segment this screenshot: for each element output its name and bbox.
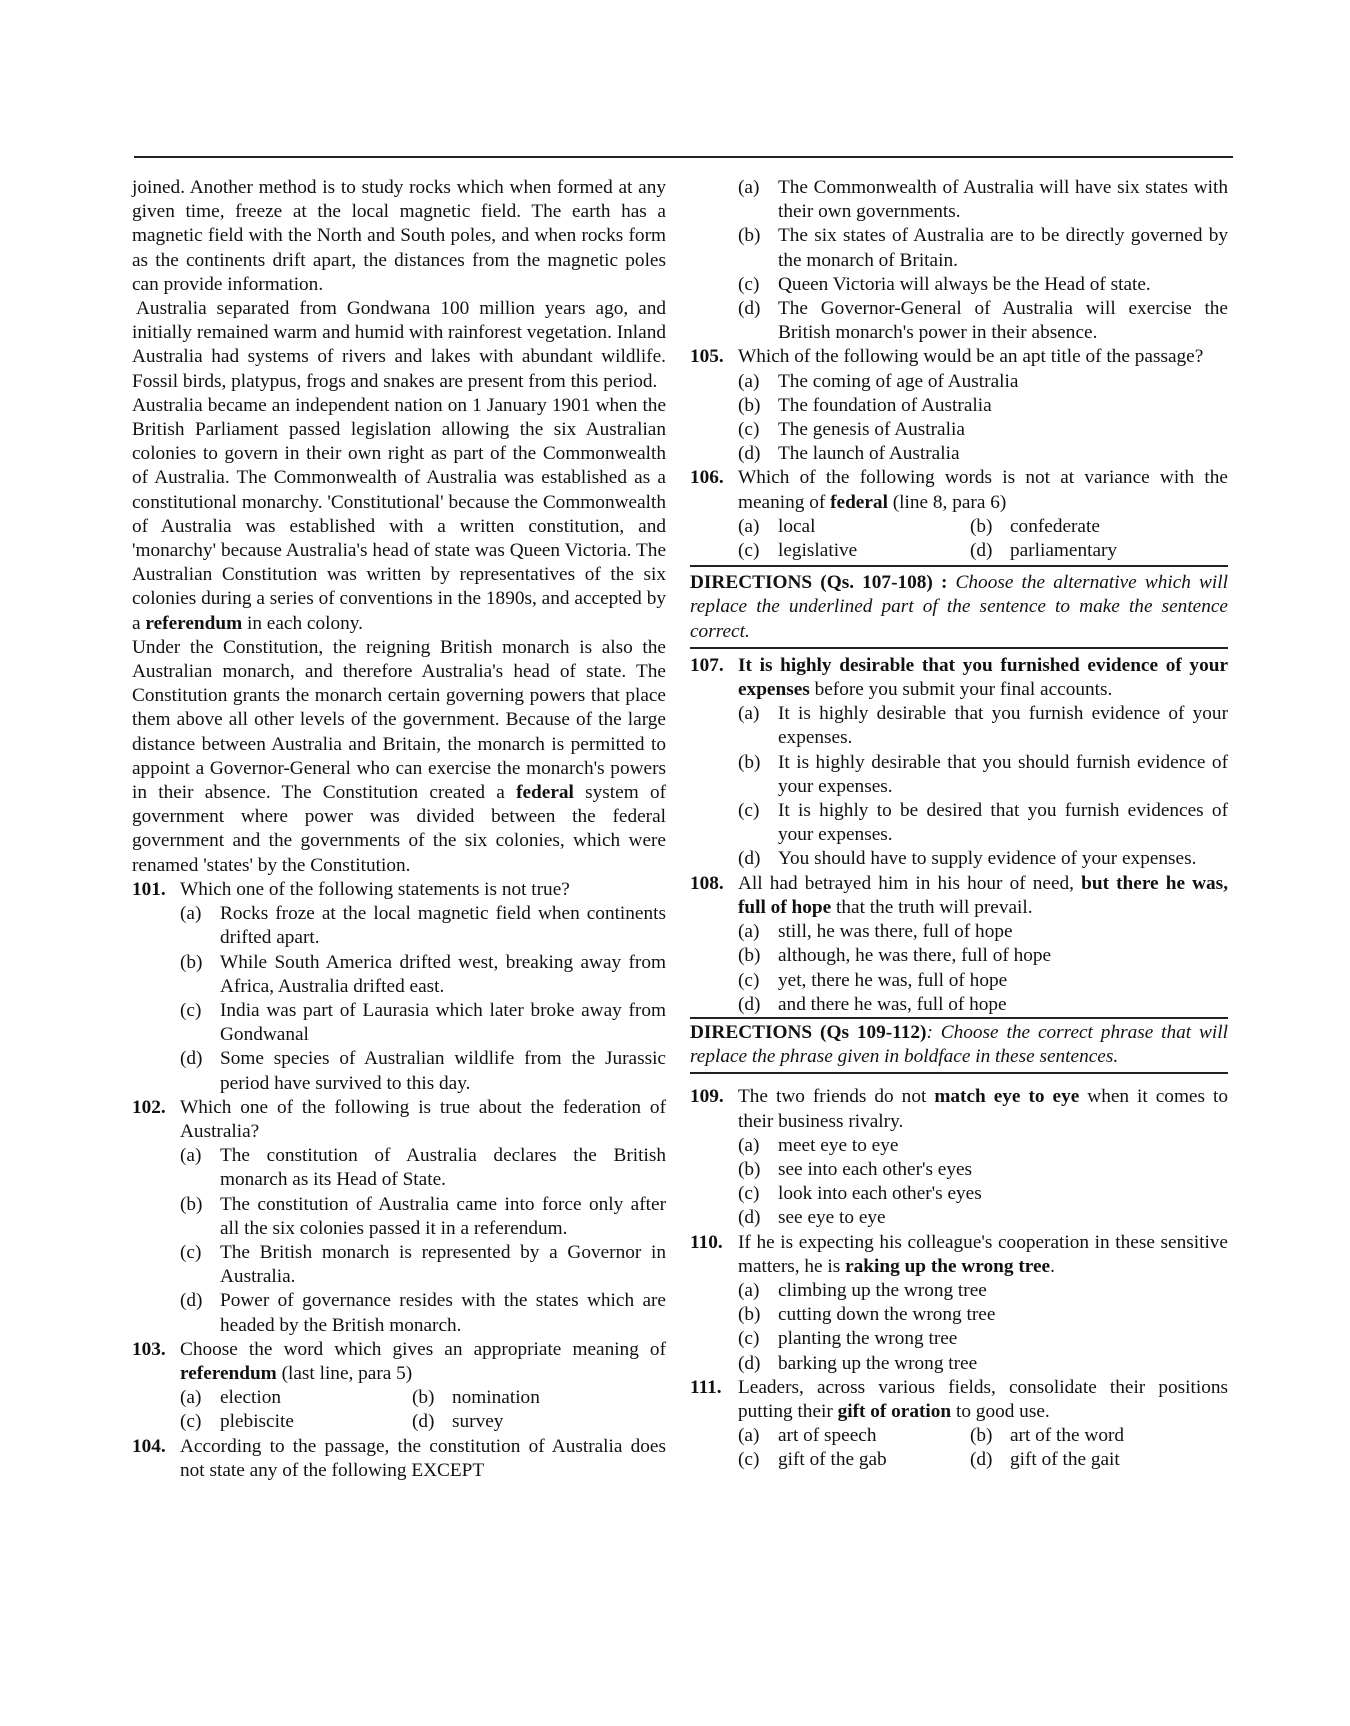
passage-paragraph-2: Australia separated from Gondwana 100 million years ago, and initially remained warm and humid with rainforest vegetation. Inland Australia had systems of rivers and lakes with abundant wildlife. Fossil birds, platypus, frogs and snakes are present from this period. [132, 298, 666, 392]
option-text: yet, there he was, full of hope [778, 969, 1008, 991]
option-d [132, 1047, 666, 1095]
option-text: The constitution of Australia declares the British monarch as its Head of State. [220, 1145, 666, 1191]
passage-bold-term: referendum [145, 612, 243, 634]
option-label: (a) [738, 1279, 760, 1301]
option-text: Some species of Australian wildlife from the Jurassic period have survived to this day. [220, 1048, 666, 1094]
question-number: 103. [132, 1338, 166, 1360]
option-text: Power of governance resides with the states which are headed by the British monarch. [220, 1290, 666, 1336]
question-text-part: If he is expecting his colleague's cooperation in these sensitive matters, he is [738, 1231, 1228, 1277]
question-text-part: The two friends do not [738, 1086, 927, 1108]
option-a [690, 1279, 1228, 1303]
option-text: The genesis of Australia [778, 419, 965, 441]
option-label: (a) [738, 703, 760, 725]
option-text: cutting down the wrong tree [778, 1304, 996, 1326]
question-number: 101. [132, 878, 166, 900]
option-label: (c) [180, 999, 202, 1021]
passage-paragraph-3 [132, 394, 666, 636]
option-label: (b) [738, 394, 761, 416]
option-label: (d) [970, 1449, 993, 1471]
option-a [180, 1386, 412, 1410]
question-text-part: when it comes to their business rivalry. [738, 1086, 1228, 1132]
option-c [690, 1327, 1228, 1351]
question-number: 104. [132, 1435, 166, 1457]
option-text: It is highly desirable that you furnish evidence of your expenses. [778, 703, 1228, 749]
option-d [690, 847, 1228, 871]
question-text-part: that the truth will prevail. [836, 896, 1033, 918]
question-bold-term: federal [830, 491, 888, 513]
question-text-part: Leaders, across various fields, consolidate their positions putting their [738, 1376, 1228, 1422]
option-b [690, 944, 1228, 968]
option-label: (b) [738, 1304, 761, 1326]
option-b [690, 1303, 1228, 1327]
header-rule [134, 156, 1233, 158]
question-text [738, 466, 1228, 514]
option-label: (d) [180, 1290, 203, 1312]
option-label: (b) [738, 1158, 761, 1180]
option-c [690, 273, 1228, 297]
question-text: Which one of the following is true about the federation of Australia? [180, 1096, 666, 1142]
option-a [132, 1144, 666, 1192]
option-d [690, 993, 1228, 1017]
option-text: India was part of Laurasia which later broke away from Gondwanal [220, 999, 666, 1046]
question-bold-term: match eye to eye [934, 1086, 1080, 1108]
option-d [690, 1206, 1228, 1230]
directions-107-108 [690, 571, 1228, 649]
option-label: (c) [738, 800, 760, 822]
option-b [690, 1158, 1228, 1182]
question-text [180, 1338, 666, 1386]
question-text-part: to good use. [955, 1400, 1050, 1422]
option-d [970, 1448, 1202, 1472]
question-text-part: . [1050, 1255, 1055, 1277]
option-label: (a) [180, 1145, 202, 1167]
option-b [412, 1386, 644, 1410]
question-103 [132, 1338, 666, 1386]
option-text: plebiscite [220, 1411, 294, 1433]
option-label: (b) [738, 945, 761, 967]
question-text [738, 1085, 1228, 1133]
option-label: (b) [412, 1387, 435, 1409]
question-number: 110. [690, 1231, 723, 1253]
option-text: Rocks froze at the local magnetic field when continents drifted apart. [220, 903, 666, 949]
option-text: gift of the gait [1010, 1449, 1120, 1471]
option-text: It is highly desirable that you should furnish evidence of your expenses. [778, 751, 1228, 797]
option-label: (c) [180, 1241, 202, 1263]
option-a [132, 902, 666, 950]
option-label: (d) [180, 1048, 203, 1070]
option-text: look into each other's eyes [778, 1183, 982, 1205]
option-text: meet eye to eye [778, 1134, 899, 1156]
option-text: see into each other's eyes [778, 1158, 973, 1180]
question-text-part: Which of the following words is not at variance with the meaning of [738, 467, 1228, 513]
option-label: (a) [738, 1425, 760, 1447]
option-text: nomination [452, 1387, 540, 1409]
option-c [690, 1182, 1228, 1206]
option-text: While South America drifted west, breaking away from Africa, Australia drifted east. [220, 951, 666, 997]
option-d [690, 442, 1228, 466]
option-text: It is highly to be desired that you furnish evidences of your expenses. [778, 800, 1228, 846]
question-108 [690, 872, 1228, 920]
option-label: (d) [738, 1352, 761, 1374]
question-text: According to the passage, the constitution of Australia does not state any of the following EXCEPT [180, 1435, 666, 1481]
passage-text: in each colony. [246, 612, 363, 634]
option-row [132, 1410, 666, 1434]
option-label: (d) [738, 298, 761, 320]
passage-text: Australia became an independent nation on 1 January 1901 when the British Parliament passed legislation allowing the six Australian colonies to govern in their own right as part of the Commonwealth of Australia. The Commonwealth of Australia was established as a constitutional monarchy. 'Constitutional' because the Commonwealth of Australia was established with a written constitution, and 'monarchy' because Australia's head of state was Queen Victoria. The Australian Constitution was written by representatives of the six colonies during a series of conventions in the 1890s, and accepted by a [132, 394, 666, 634]
option-label: (b) [180, 951, 203, 973]
option-a [690, 920, 1228, 944]
option-label: (a) [180, 1387, 202, 1409]
question-106 [690, 466, 1228, 514]
option-b [970, 515, 1202, 539]
option-c [132, 1241, 666, 1289]
directions-text: : Choose the correct phrase that will replace the phrase given in boldface in these sentences. [690, 1021, 1228, 1068]
option-text: art of speech [778, 1425, 877, 1447]
option-c [690, 799, 1228, 847]
option-text: parliamentary [1010, 540, 1118, 562]
question-text-part: Choose the word which gives an appropriate meaning of [180, 1338, 666, 1360]
option-text: The launch of Australia [778, 443, 960, 465]
option-label: (a) [738, 1134, 760, 1156]
option-text: gift of the gab [778, 1449, 887, 1471]
option-d [690, 297, 1228, 345]
option-label: (d) [970, 540, 993, 562]
option-b [132, 951, 666, 999]
option-text: barking up the wrong tree [778, 1352, 978, 1374]
option-a [738, 515, 970, 539]
option-label: (d) [412, 1411, 435, 1433]
option-c [132, 999, 666, 1047]
option-label: (a) [738, 921, 760, 943]
option-text: The constitution of Australia came into force only after all the six colonies passed it in a referendum. [220, 1193, 666, 1239]
option-label: (b) [738, 751, 761, 773]
option-label: (d) [738, 443, 761, 465]
option-c [180, 1410, 412, 1434]
question-number: 105. [690, 346, 724, 368]
question-111 [690, 1376, 1228, 1424]
question-bold-term: raking up the wrong tree [845, 1255, 1051, 1277]
question-105 [690, 345, 1228, 369]
passage-paragraph-4 [132, 636, 666, 878]
question-number: 108. [690, 872, 724, 894]
question-number: 111. [690, 1376, 722, 1398]
question-bold-term: gift of oration [837, 1400, 952, 1422]
left-column [132, 176, 666, 1483]
option-b [690, 751, 1228, 799]
question-101 [132, 878, 666, 902]
option-label: (a) [180, 903, 202, 925]
question-number: 107. [690, 654, 724, 676]
option-label: (c) [738, 1328, 760, 1350]
option-label: (b) [970, 1425, 993, 1447]
option-row [690, 539, 1228, 567]
option-b [970, 1424, 1202, 1448]
option-d [970, 539, 1202, 563]
question-text: Which of the following would be an apt title of the passage? [738, 346, 1204, 368]
option-text: legislative [778, 540, 858, 562]
option-c [690, 969, 1228, 993]
option-row [132, 1386, 666, 1410]
option-text: art of the word [1010, 1425, 1125, 1447]
option-text: The foundation of Australia [778, 394, 992, 416]
option-b [690, 224, 1228, 272]
option-text: election [220, 1387, 282, 1409]
question-number: 106. [690, 467, 724, 489]
option-label: (b) [180, 1193, 203, 1215]
question-text-part: before you submit your final accounts. [814, 679, 1113, 701]
option-label: (c) [738, 1183, 760, 1205]
passage-bold-term: federal [516, 782, 574, 804]
directions-heading: DIRECTIONS (Qs. 107-108) : [690, 572, 948, 594]
option-label: (c) [738, 273, 760, 295]
passage-paragraph-1: joined. Another method is to study rocks which when formed at any given time, freeze at the local magnetic field. The earth has a magnetic field with the North and South poles, and when rocks form as the continents drift apart, the distances from the magnetic poles can provide information. [132, 177, 666, 295]
question-bold-term: referendum [180, 1362, 277, 1384]
question-text-part: (line 8, para 6) [892, 491, 1007, 513]
option-label: (d) [738, 848, 761, 870]
question-text [738, 654, 1228, 702]
question-bold-term: It is highly desirable that you furnished evidence of your expenses [738, 654, 1228, 701]
question-number: 102. [132, 1096, 166, 1118]
option-c [738, 539, 970, 563]
option-text: planting the wrong tree [778, 1328, 958, 1350]
option-text: see eye to eye [778, 1207, 886, 1229]
question-109 [690, 1085, 1228, 1133]
option-text: Queen Victoria will always be the Head of state. [778, 273, 1151, 295]
option-label: (c) [738, 419, 760, 441]
question-110 [690, 1231, 1228, 1279]
option-text: and there he was, full of hope [778, 993, 1007, 1015]
option-text: confederate [1010, 515, 1100, 537]
option-a [690, 370, 1228, 394]
option-label: (d) [738, 993, 761, 1015]
option-d [690, 1352, 1228, 1376]
question-text [738, 1231, 1228, 1279]
option-text: although, he was there, full of hope [778, 945, 1052, 967]
option-text: climbing up the wrong tree [778, 1279, 987, 1301]
option-text: The coming of age of Australia [778, 370, 1019, 392]
option-text: local [778, 515, 816, 537]
question-number: 109. [690, 1086, 724, 1108]
option-d [132, 1289, 666, 1337]
option-label: (a) [738, 370, 760, 392]
question-bold-term: but there he was, full of hope [738, 872, 1229, 918]
right-column [690, 176, 1228, 1473]
option-text: The Governor-General of Australia will exercise the British monarch's power in their absence. [778, 298, 1228, 344]
option-a [738, 1424, 970, 1448]
option-a [690, 702, 1228, 750]
option-text: The British monarch is represented by a Governor in Australia. [220, 1241, 666, 1288]
option-c [738, 1448, 970, 1472]
option-a [690, 176, 1228, 224]
question-text [738, 1376, 1228, 1424]
option-text: You should have to supply evidence of your expenses. [778, 848, 1197, 870]
question-text [738, 872, 1228, 920]
option-label: (c) [738, 540, 760, 562]
question-text-part: All had betrayed him in his hour of need, [738, 872, 1074, 894]
option-label: (a) [738, 515, 760, 537]
option-label: (c) [738, 969, 760, 991]
option-text: still, he was there, full of hope [778, 921, 1013, 943]
option-text: The six states of Australia are to be directly governed by the monarch of Britain. [778, 225, 1228, 271]
option-row [690, 1424, 1228, 1448]
option-label: (c) [180, 1411, 202, 1433]
question-102 [132, 1096, 666, 1144]
option-text: The Commonwealth of Australia will have six states with their own governments. [778, 177, 1228, 223]
passage-text: system of government where power was divided between the federal government and the governments of the six colonies, which were renamed 'states' by the Constitution. [132, 782, 667, 876]
directions-109-112 [690, 1017, 1228, 1074]
option-d [412, 1410, 644, 1434]
option-c [690, 418, 1228, 442]
question-text-part: (last line, para 5) [281, 1362, 413, 1384]
directions-heading: DIRECTIONS (Qs 109-112) [690, 1021, 927, 1043]
directions-text: Choose the alternative which will replace the underlined part of the sentence to make the sentence correct. [690, 572, 1228, 642]
option-label: (d) [738, 1207, 761, 1229]
option-label: (b) [970, 515, 993, 537]
option-label: (c) [738, 1449, 760, 1471]
passage-text: Under the Constitution, the reigning British monarch is also the Australian monarch, and therefore Australia's head of state. The Constitution grants the monarch certain governing powers that place them above all other levels of the government. Because of the large distance between Australia and Britain, the monarch is permitted to appoint a Governor-General who can exercise the monarch's powers in their absence. The Constitution created a [132, 636, 666, 804]
option-row [690, 1448, 1228, 1472]
option-b [690, 394, 1228, 418]
question-107 [690, 654, 1228, 702]
question-text: Which one of the following statements is not true? [180, 878, 570, 900]
option-label: (a) [738, 177, 760, 198]
option-text: survey [452, 1411, 504, 1433]
option-a [690, 1134, 1228, 1158]
question-104 [132, 1435, 666, 1483]
option-b [132, 1193, 666, 1241]
option-label: (b) [738, 225, 761, 247]
option-row [690, 515, 1228, 539]
